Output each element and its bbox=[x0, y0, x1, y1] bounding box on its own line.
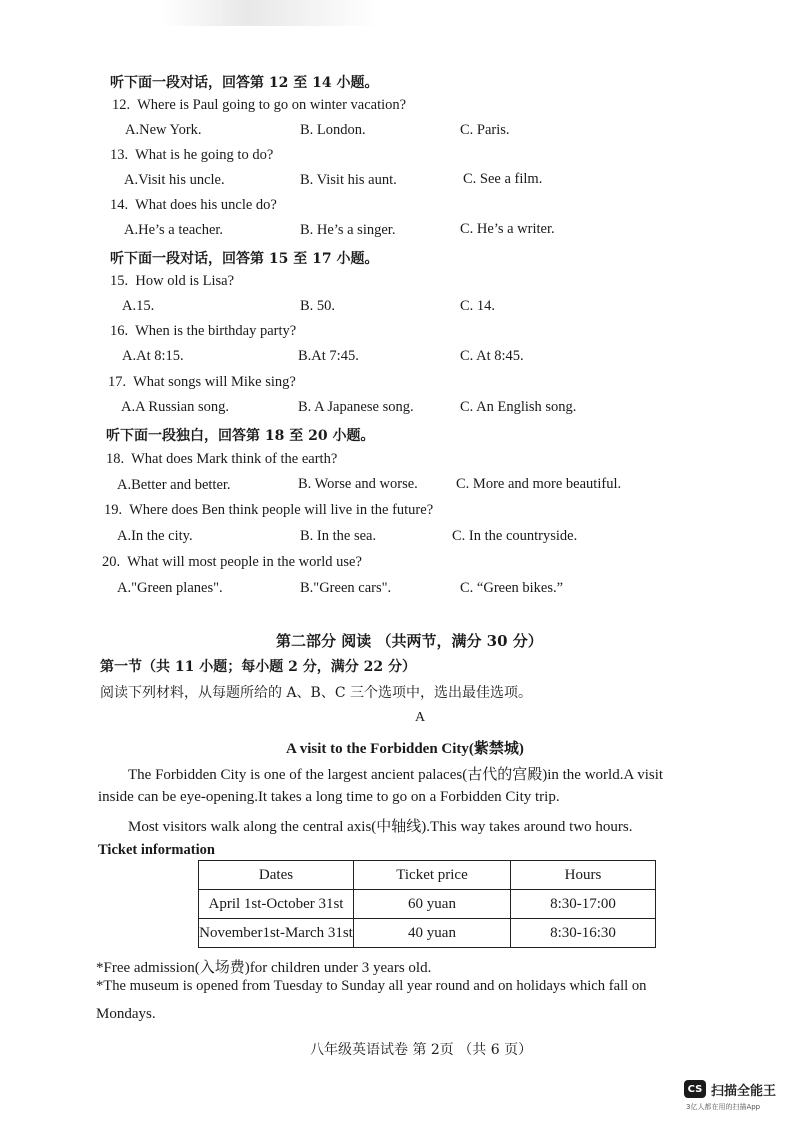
table-cell: 8:30-16:30 bbox=[511, 919, 656, 948]
question-text: Where is Paul going to go on winter vacation? bbox=[137, 97, 407, 113]
option-14-a: A.He’s a teacher. bbox=[124, 222, 224, 238]
option-17-a: A.A Russian song. bbox=[121, 399, 229, 415]
page-footer: 八年级英语试卷 第 2页 （共 6 页） bbox=[310, 1042, 533, 1058]
ticket-heading: Ticket information bbox=[98, 842, 215, 858]
question-number: 14. bbox=[110, 197, 129, 213]
option-13-a: A.Visit his uncle. bbox=[124, 172, 225, 188]
paragraph-1-line-2: inside can be eye-opening.It takes a long time to go on a Forbidden City trip. bbox=[98, 789, 560, 805]
question-number: 19. bbox=[104, 502, 123, 518]
part-title: 第二部分 阅读 （共两节，满分 30 分） bbox=[276, 632, 543, 650]
section-intro-18-20: 听下面一段独白，回答第 18 至 20 小题。 bbox=[106, 428, 375, 444]
question-number: 18. bbox=[106, 451, 125, 467]
header-hours: Hours bbox=[511, 861, 656, 890]
note-opening-line-1: *The museum is opened from Tuesday to Sunday all year round and on holidays which fall on bbox=[96, 978, 647, 994]
table-cell: 8:30-17:00 bbox=[511, 890, 656, 919]
option-19-c: C. In the countryside. bbox=[452, 528, 578, 544]
camscanner-logo-icon: CS bbox=[684, 1080, 706, 1098]
question-text: What will most people in the world use? bbox=[127, 554, 362, 570]
question-number: 20. bbox=[102, 554, 121, 570]
question-12 bbox=[112, 97, 406, 114]
table-header-row bbox=[199, 861, 656, 890]
section-title: 第一节（共 11 小题；每小题 2 分，满分 22 分） bbox=[100, 659, 416, 675]
passage-letter: A bbox=[415, 710, 426, 725]
paragraph-1-line-1: The Forbidden City is one of the largest ancient palaces(古代的宫殿)in the world.A visit bbox=[128, 767, 664, 783]
paragraph-2: Most visitors walk along the central axis(中轴线).This way takes around two hours. bbox=[128, 819, 633, 835]
question-text: What is he going to do? bbox=[135, 147, 274, 163]
question-text: Where does Ben think people will live in the future? bbox=[129, 502, 434, 518]
table-row bbox=[199, 890, 656, 919]
question-text: What songs will Mike sing? bbox=[133, 374, 296, 390]
option-17-b: B. A Japanese song. bbox=[298, 399, 414, 415]
header-ticket-price: Ticket price bbox=[354, 861, 511, 890]
option-16-a: A.At 8:15. bbox=[122, 348, 184, 364]
question-number: 17. bbox=[108, 374, 127, 390]
option-19-b: B. In the sea. bbox=[300, 528, 377, 544]
question-number: 15. bbox=[110, 273, 129, 289]
note-free-admission: *Free admission(入场费)for children under 3 years old. bbox=[96, 960, 432, 976]
section-intro-12-14: 听下面一段对话，回答第 12 至 14 小题。 bbox=[110, 75, 379, 91]
header-dates: Dates bbox=[199, 861, 354, 890]
option-13-b: B. Visit his aunt. bbox=[300, 172, 397, 188]
option-17-c: C. An English song. bbox=[460, 399, 577, 415]
question-14 bbox=[110, 197, 277, 214]
option-20-a: A."Green planes". bbox=[117, 580, 223, 596]
option-16-c: C. At 8:45. bbox=[460, 348, 524, 364]
table-cell: 40 yuan bbox=[354, 919, 511, 948]
question-20 bbox=[102, 554, 362, 571]
question-text: What does his uncle do? bbox=[135, 197, 277, 213]
option-15-a: A.15. bbox=[122, 298, 155, 314]
option-18-b: B. Worse and worse. bbox=[298, 476, 418, 492]
camscanner-name: 扫描全能王 bbox=[711, 1084, 777, 1099]
option-12-c: C. Paris. bbox=[460, 122, 510, 138]
option-13-c: C. See a film. bbox=[463, 171, 543, 187]
question-19 bbox=[104, 502, 433, 519]
option-15-b: B. 50. bbox=[300, 298, 336, 314]
section-intro-15-17: 听下面一段对话，回答第 15 至 17 小题。 bbox=[110, 251, 379, 267]
option-15-c: C. 14. bbox=[460, 298, 496, 314]
question-16 bbox=[110, 323, 296, 340]
passage-title: A visit to the Forbidden City(紫禁城) bbox=[286, 741, 524, 757]
question-text: When is the birthday party? bbox=[135, 323, 297, 339]
question-number: 13. bbox=[110, 147, 129, 163]
question-15 bbox=[110, 273, 234, 290]
question-17 bbox=[108, 374, 296, 391]
option-14-b: B. He’s a singer. bbox=[300, 222, 396, 238]
option-14-c: C. He’s a writer. bbox=[460, 221, 555, 237]
question-text: What does Mark think of the earth? bbox=[131, 451, 338, 467]
instruction: 阅读下列材料，从每题所给的 A、B、C 三个选项中，选出最佳选项。 bbox=[100, 685, 533, 701]
question-13 bbox=[110, 147, 273, 164]
table-cell: November1st-March 31st bbox=[199, 919, 354, 948]
option-12-a: A.New York. bbox=[125, 122, 202, 138]
question-18 bbox=[106, 451, 337, 468]
question-number: 12. bbox=[112, 97, 131, 113]
table-cell: 60 yuan bbox=[354, 890, 511, 919]
camscanner-tagline: 3亿人都在用的扫描App bbox=[686, 1103, 761, 1111]
option-20-c: C. “Green bikes.” bbox=[460, 580, 564, 596]
option-16-b: B.At 7:45. bbox=[298, 348, 359, 364]
option-12-b: B. London. bbox=[300, 122, 366, 138]
option-20-b: B."Green cars". bbox=[300, 580, 392, 596]
table-cell: April 1st-October 31st bbox=[199, 890, 354, 919]
table-row bbox=[199, 919, 656, 948]
ticket-table bbox=[198, 860, 656, 948]
note-opening-line-2: Mondays. bbox=[96, 1006, 156, 1022]
option-19-a: A.In the city. bbox=[117, 528, 193, 544]
option-18-c: C. More and more beautiful. bbox=[456, 476, 622, 492]
option-18-a: A.Better and better. bbox=[117, 477, 231, 493]
question-number: 16. bbox=[110, 323, 129, 339]
scan-smudge bbox=[160, 0, 380, 26]
question-text: How old is Lisa? bbox=[135, 273, 235, 289]
